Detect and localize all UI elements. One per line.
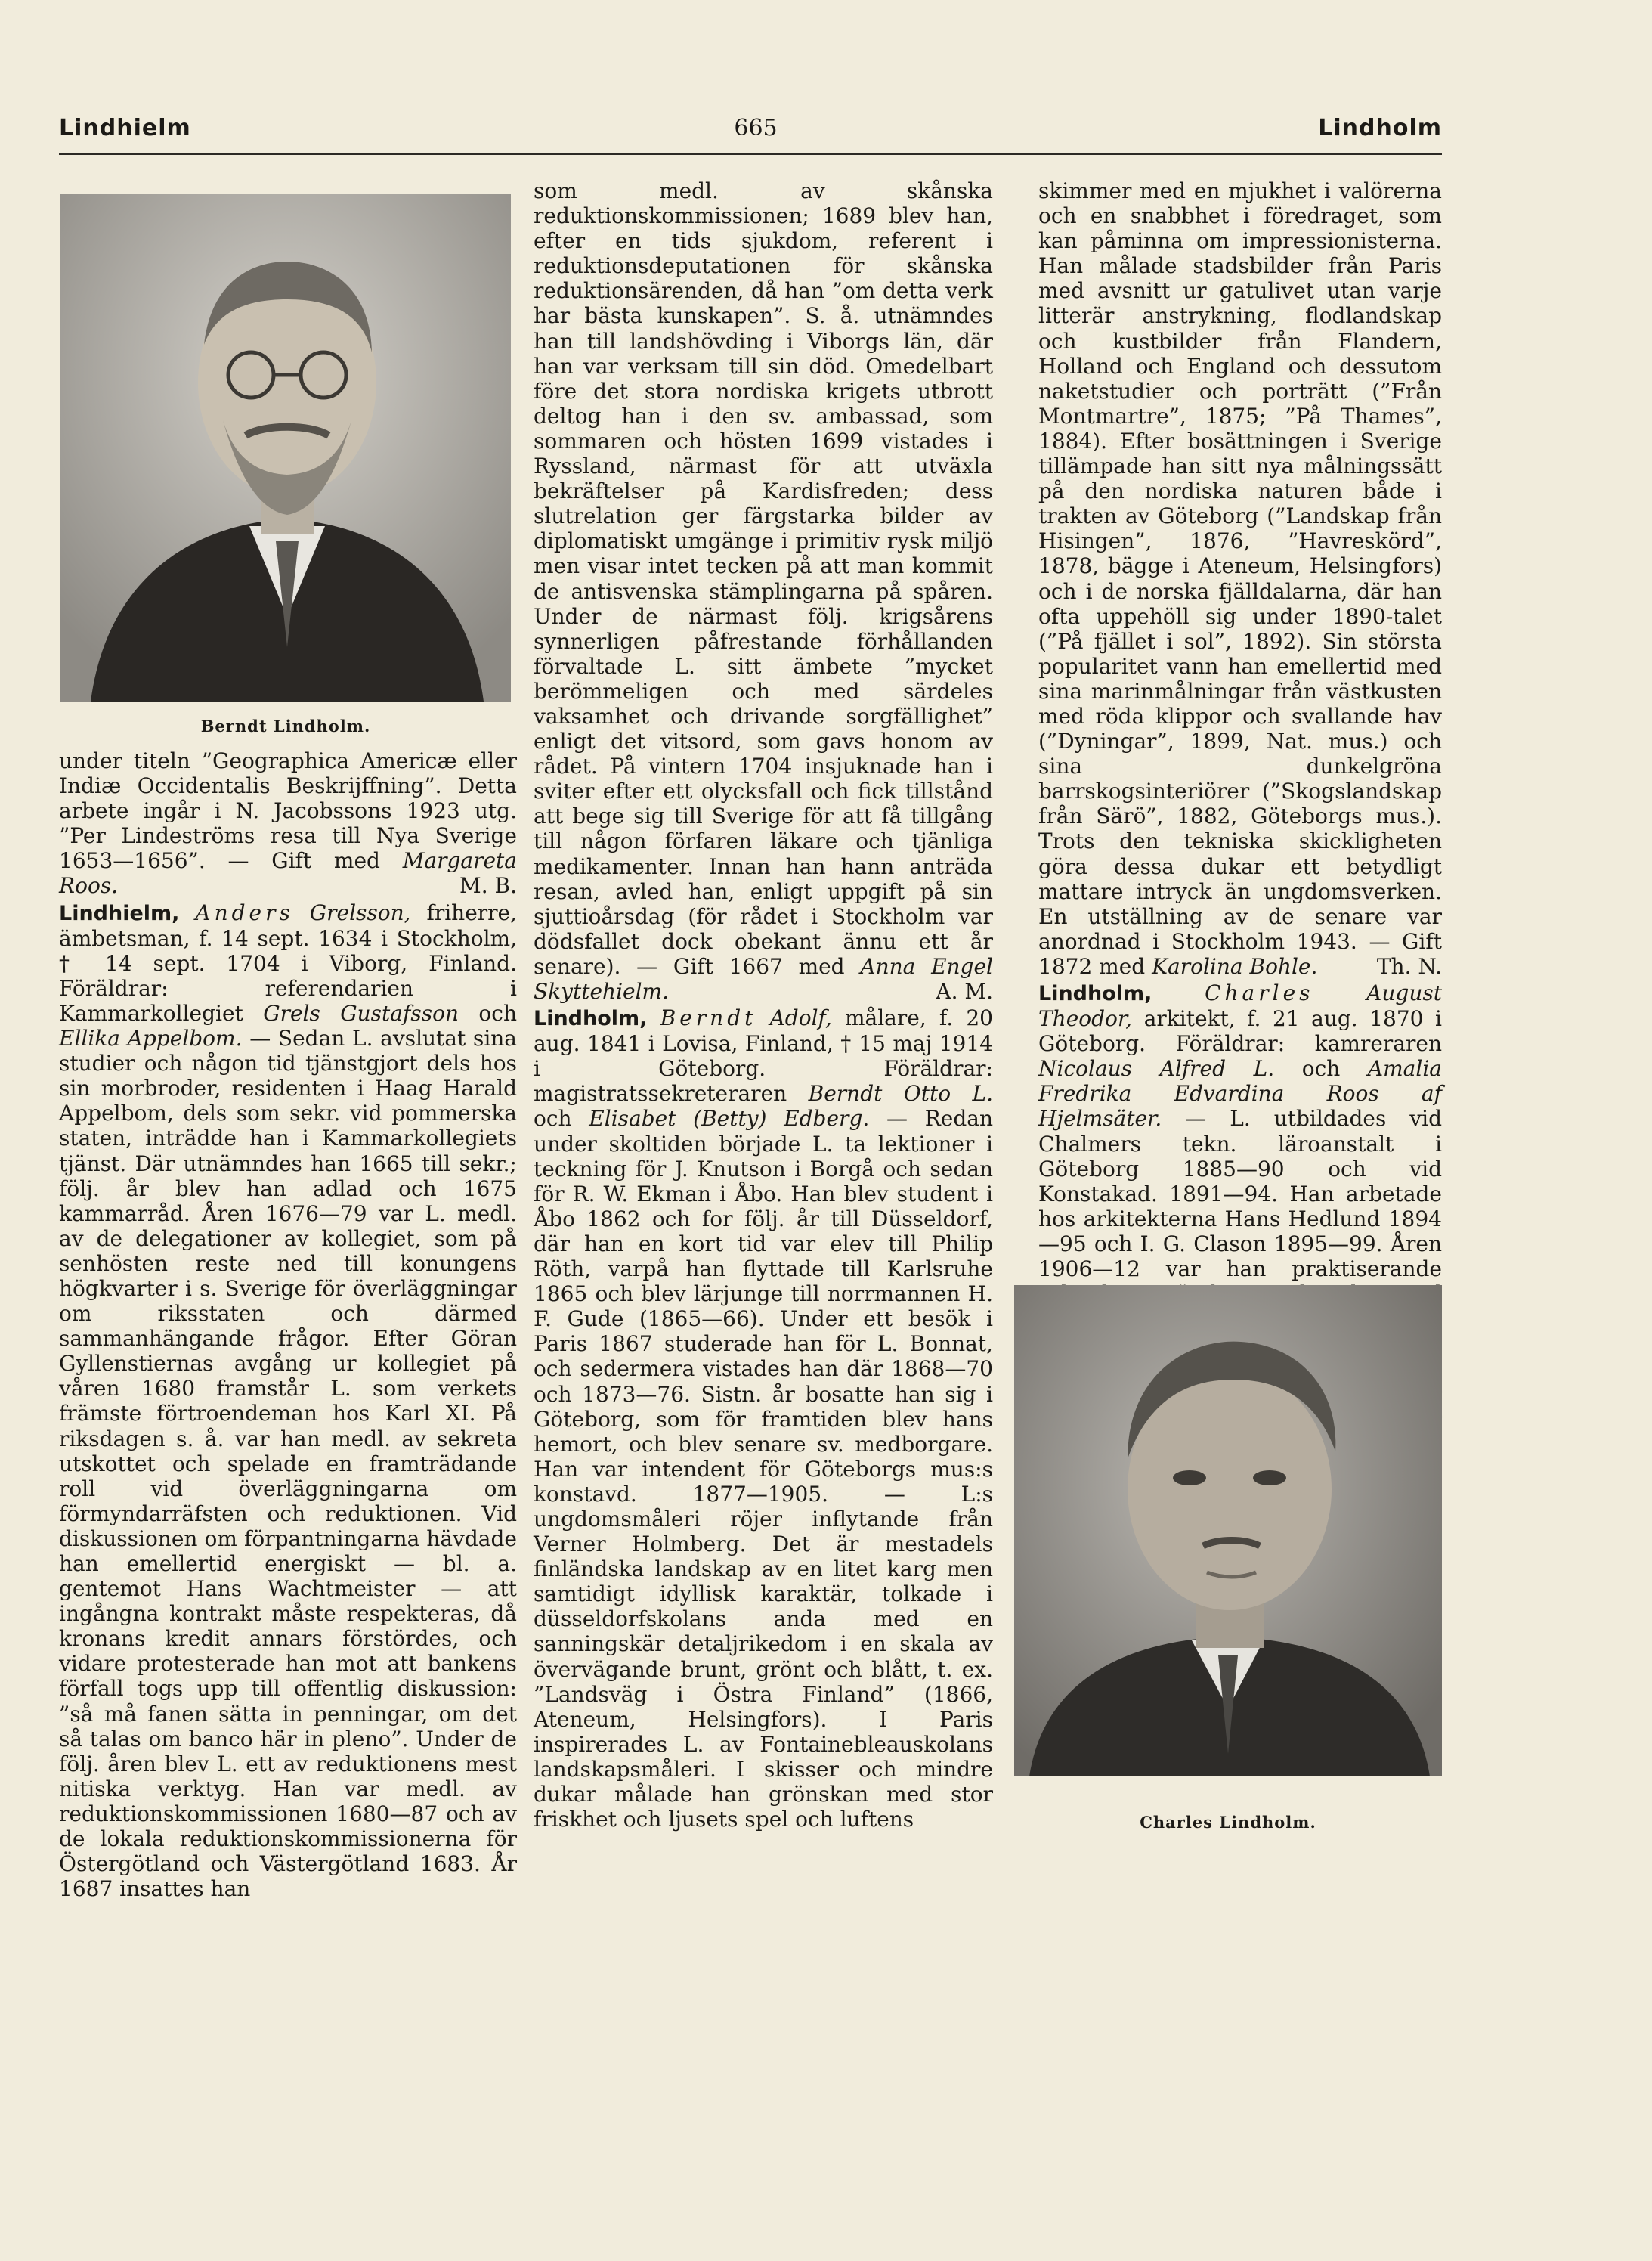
header-rule	[59, 153, 1442, 155]
father-name: Nicolaus Alfred L.	[1038, 1056, 1275, 1082]
father-name: Berndt Otto L.	[808, 1081, 993, 1107]
charles-lindholm-portrait-icon	[1014, 1285, 1442, 1776]
middle-names: August Theodor,	[1038, 980, 1442, 1032]
patronymic: Grelsson,	[309, 900, 411, 925]
father-name: Grels Gustafsson	[263, 1000, 459, 1026]
running-head-left: Lindhielm	[59, 115, 191, 141]
author-signature: M. B.	[459, 873, 517, 899]
paragraph	[59, 748, 517, 899]
conjunction: och	[1301, 1056, 1341, 1082]
running-head-right: Lindholm	[1318, 115, 1442, 141]
body-text: — Redan under skoltiden började L. ta lektioner i teckning för J. Knutson i Borgå och sedan för R. W. Ekman i Åbo. Han blev student i Åbo 1862 och for följ. år till Düsseldorf, där han en kort tid var elev till Philip Röth, varpå han flyttade till Karlsruhe 1865 och blev lärjunge till norrmannen H. F. Gude (1865—66). Under ett besök i Paris 1867 studerade han för L. Bonnat, och sedermera vistades han där 1868—70 och 1873—76. Sistn. år bosatte han sig i Göteborg, som för framtiden blev hans hemort, och blev senare sv. medborgare. Han var intendent för Göteborgs mus:s konstavd. 1877—1905. — L:s ungdomsmåleri röjer inflytande från Verner Holmberg. Det är mestadels finländska landskap av en litet karg men samtidigt idyllisk karaktär, tolkade i düsseldorfskolans anda med en sanningskär detaljrikedom i en skala av övervägande brunt, grönt och blått, t. ex. ”Landsväg i Östra Finland” (1866, Ateneum, Helsingfors). I Paris inspirerades L. av Fontainebleauskolans landskapsmåleri. I skisser och mindre dukar målade han grönskan med stor friskhet och ljusets spel och luftens	[534, 1106, 993, 1832]
author-signature: A. M.	[936, 979, 993, 1004]
berndt-lindholm-portrait-icon	[60, 194, 511, 702]
text-column-2	[534, 178, 993, 2086]
mother-name: Ellika Appelbom.	[59, 1026, 243, 1052]
author-signature: Th. N.	[1376, 953, 1442, 979]
body-text: skimmer med en mjukhet i valörerna och en snabbhet i föredraget, som kan påminna om impressionisterna. Han målade stadsbilder från Paris med avsnitt ur gatulivet utan varje litterär anstrykning, flodlandskap och kustbilder från Flandern, Holland och England och dessutom naketstudier och porträtt (”Från Montmartre”, 1875; ”På Thames”, 1884). Efter bosättningen i Sverige tillämpade han sitt nya målningssätt på den nordiska naturen både i trakten av Göteborg (”Landskap från Hisingen”, 1876, ”Havreskörd”, 1878, bägge i Ateneum, Helsingfors) och i de norska fjälldalarna, där han ofta uppehöll sig under 1890-talet (”På fjället i sol”, 1892). Sin största popularitet vann han emellertid med sina marinmålningar från västkusten med röda klippor och svallande hav (”Dyningar”, 1899, Nat. mus.) och sina dunkelgröna barrskogsinteriörer (”Skogslandskap från Särö”, 1882, Göteborgs mus.). Trots den tekniska skickligheten göra dessa dukar ett betydligt mattare intryck än ungdomsverken. En utställning av de senare var anordnad i Stockholm 1943. — Gift 1872 med	[1038, 178, 1442, 979]
spouse-name: Margareta Roos.	[59, 848, 517, 899]
middle-name: Adolf,	[769, 1005, 832, 1031]
figure-caption: Berndt Lindholm.	[200, 717, 371, 736]
page-number: 665	[734, 115, 778, 141]
given-name: Berndt	[660, 1005, 757, 1031]
mother-name: Elisabet (Betty) Edberg.	[589, 1106, 870, 1132]
body-text: arkitekt, f. 21 aug. 1870 i Göteborg. Föräldrar: kamreraren	[1038, 1006, 1442, 1057]
figure-caption: Charles Lindholm.	[1140, 1813, 1316, 1832]
text-column-3	[1038, 178, 1442, 1282]
portrait-photo-icon	[1014, 1285, 1442, 1776]
entry-headword: Lindholm,	[534, 1007, 648, 1031]
spouse-name: Karolina Bohle.	[1152, 953, 1318, 979]
body-text: målare, f. 20 aug. 1841 i Lovisa, Finland, † 15 maj 1914 i Göteborg. Föräldrar: magistratssekreteraren	[534, 1005, 993, 1107]
given-name: Anders	[195, 900, 294, 925]
entry-lindhielm-anders	[59, 900, 517, 1902]
body-text: som medl. av skånska reduktionskommissionen; 1689 blev han, efter en tids sjukdom, referent i reduktionsdeputationen för skånska reduktionsärenden, då han ”om detta verk har bästa kunskapen”. S. å. utnämndes han till landshövding i Viborgs län, där han var verksam till sin död. Omedelbart före det stora nordiska krigets utbrott deltog han i den sv. ambassad, som sommaren och hösten 1699 vistades i Ryssland, närmast för att utväxla bekräftelser på Kardisfreden; dess slutrelation ger färgstarka bilder av diplomatiskt umgänge i primitiv rysk miljö men visar intet tecken på att man kommit de antisvenska stämplingarna på spåren. Under de närmast följ. krigsårens synnerligen påfrestande förhållanden förvaltade L. sitt ämbete ”mycket berömmeligen och med särdeles vaksamhet och drivande sorgfällighet” enligt det vitsord, som gavs honom av rådet. På vintern 1704 insjuknade han i sviter efter ett olycksfall och fick tillstånd att bege sig till Sverige för att få tillgång till någon förfaren läkare och tjänliga medikamenter. Innan han hann anträda resan, avled han, enligt uppgift på sin sjuttioårsdag (för rådet i Stockholm var dödsfallet dock obekant ännu ett år senare). — Gift 1667 med	[534, 178, 993, 979]
mother-name: Amalia Fredrika Edvardina Roos af Hjelmsäter.	[1038, 1056, 1442, 1132]
body-text: friherre, ämbetsman, f. 14 sept. 1634 i Stockholm, † 14 sept. 1704 i Viborg, Finland. Föräldrar: referendarien i Kammarkollegiet	[59, 900, 517, 1026]
spouse-name: Anna Engel Skyttehielm.	[534, 953, 993, 1004]
conjunction: och	[534, 1106, 572, 1132]
paragraph	[1038, 178, 1442, 979]
text-column-1	[59, 748, 517, 2086]
conjunction: och	[478, 1000, 517, 1026]
body-text: — Sedan L. avslutat sina studier och någon tid tjänstgjort dels hos sin morbroder, residenten i Haag Harald Appelbom, dels som sekr. vid pommerska staten, inträdde han i Kammarkollegiets tjänst. Där utnämndes han 1665 till sekr.; följ. år blev han adlad och 1675 kammarråd. Åren 1676—79 var L. medl. av de delegationer av kollegiet, som på senhösten reste ned till konungens högkvarter i s. Sverige för överläggningar om riksstaten och därmed sammanhängande frågor. Efter Göran Gyllenstiernas avgång ur kollegiet på våren 1680 framstår L. som verkets främste förtroendeman hos Karl XI. På riksdagen s. å. var han medl. av sekreta utskottet och spelade en framträdande roll vid överläggningarna om förmyndarräfsten och reduktionen. Vid diskussionen om förpantningarna hävdade han emellertid energiskt — bl. a. gentemot Hans Wachtmeister — att ingångna kontrakt måste respekteras, då kronans kredit annars förstördes, och vidare protesterade han mot att bankens förfall togs upp till offentlig diskussion: ”så må fanen sätta in penningar, om det så talas om banco här in pleno”. Under de följ. åren blev L. ett av reduktionens mest nitiska verktyg. Han var medl. av reduktionskommissionen 1680—87 och av de lokala reduktionskommissionerna för Östergötland och Västergötland 1683. År 1687 insattes han	[59, 1026, 517, 1902]
paragraph	[534, 178, 993, 1004]
body-text: — L. utbildades vid Chalmers tekn. läroanstalt i Göteborg 1885—90 och vid Konstakad. 1891—94. Han arbetade hos arkitekterna Hans Hedlund 1894—95 och I. G. Clason 1895—99. Åren 1906—12 var han praktiserande	[1038, 1106, 1442, 1282]
portrait-photo-icon	[60, 194, 511, 702]
entry-headword: Lindholm,	[1038, 982, 1152, 1005]
entry-lindholm-berndt	[534, 1005, 993, 1832]
given-name: Charles	[1205, 980, 1314, 1005]
entry-headword: Lindhielm,	[59, 901, 180, 925]
body-text: under titeln ”Geographica Americæ eller Indiæ Occidentalis Beskrijffning”. Detta arbete ingår i N. Jacobssons 1923 utg. ”Per Lindeströms resa till Nya Sverige 1653—1656”. — Gift med	[59, 748, 517, 874]
